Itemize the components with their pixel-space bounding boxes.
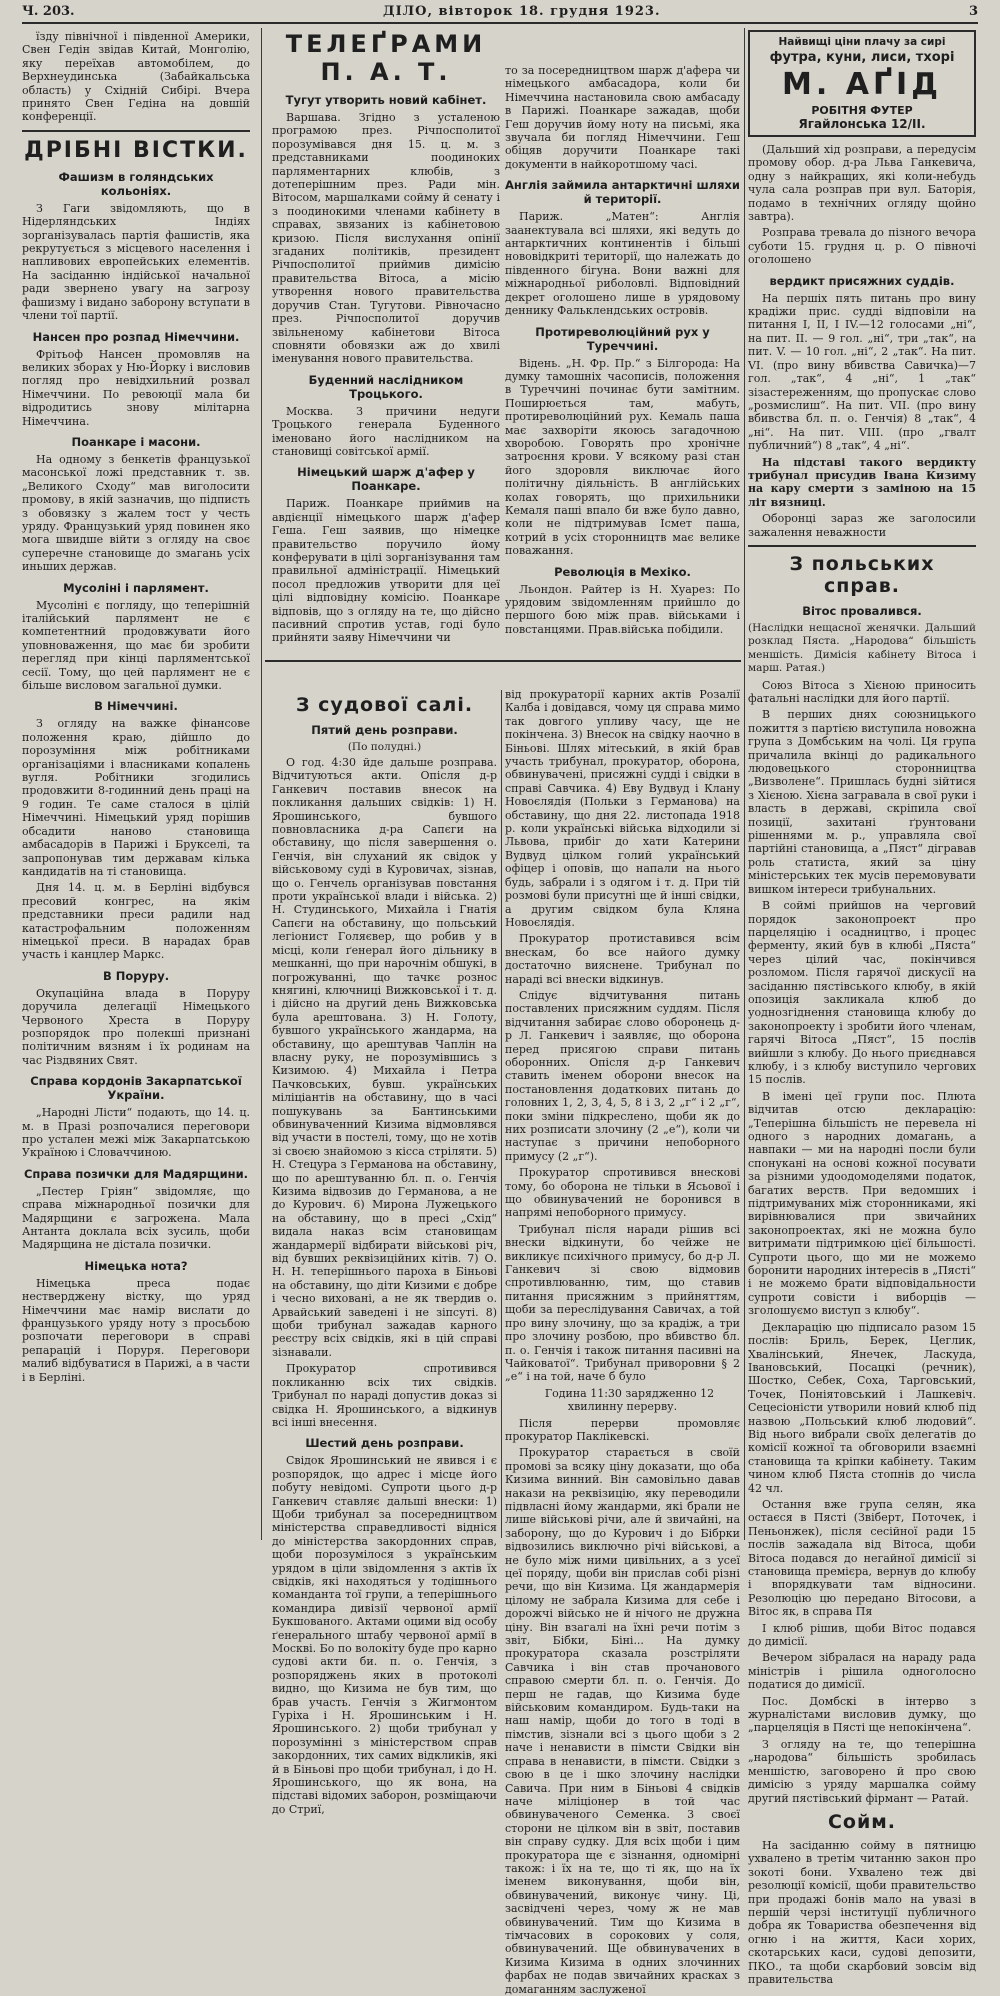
section-title: З польських справ. bbox=[789, 552, 935, 597]
article-text: Німецька преса подає нестверджену вістку, що уряд Німеччини має намір вислати до французького уряду ноту з просьбою розпочати переговори в справі репарацій і Поруря. Переговори малиб відбуватися в Парижі, а в части і в Берліні. bbox=[22, 1276, 250, 1384]
article-text: Вечером зібралася на нараду рада міністрів і рішила одноголосно податися до димісії. bbox=[748, 1651, 976, 1692]
article-text: На першіх пять питань про вину крадіжи прис. судді відповіли на питання І, II, I IV.—12 голосами „ні“, на пит. II. — 9 гол. „ні“, три „так“, на пит. V. — 10 гол. „ні“, 2 „так“. На пит. VI. (про вину вбивства Савичка)—7 гол. „так“, 4 „ні“, 1 „так“ зізастереженням, що пропускає слово „розмислиш“. На пит. VII. (про вину вбивства бл. п. о. Генчія) 8 „так“, 4 „ні“. На пит. VIII. (про „гвалт публичний“) 8 „так“, 4 „ні“. bbox=[748, 291, 976, 453]
article-text: Париж. „Матен“: Англія заанектувала всі шляхи, які ведуть до антарктичних континентів і більші нововідкриті території, що належать до південного бігуна. Вони важні для міжнародньої риболовлі. Відповідний декрет оголошено лише в урядовому деннику Фальклендських островів. bbox=[505, 210, 740, 318]
article-text: В імені цеї групи пос. Плюта відчитав отсю декларацію: „Теперішна більшість не перевела ні одного з народних домагань, а навпаки — ми на народні посли були спонукані на основі кожної посувати за різними удоодомоделями податок, багатих верств. При ведомших і підтримуваних між сторонниками, які вирівнювалися при звичайних законопроектах, які не можна було витримати підтримкою цієї більшості. Супроти цього, що ми не можемо боронити народних інтересів в „Пясті“ і не можемо брати відповідальности супроти совісти і виборців — зголошуємо виступ з клюбу“. bbox=[748, 1089, 976, 1318]
headline: Справа позички для Мадярщини. bbox=[23, 1166, 249, 1181]
column-rule bbox=[261, 28, 262, 1540]
headline-note: (Наслідки нещасної женячки. Дальший розклад Пяста. „Народова“ більшість меншість. Димісія кабінету Вітоса і марш. Ратая.) bbox=[748, 621, 976, 675]
section-title: З судової салі. bbox=[295, 694, 474, 716]
article-text: Дня 14. ц. м. в Берліні відбувся пресовий конгрес, на якім представники преси радили над катастрофальним положенням німецької преси. В нарадах брав участь і канцлер Маркс. bbox=[22, 881, 250, 962]
article-text: Москва. З причини недуги Троцького генерала Буденного іменовано його наслідником на становищі совітської армії. bbox=[272, 404, 500, 458]
headline: Фашизм в голяндських кольоніях. bbox=[58, 169, 214, 198]
headline: Нансен про розпад Німеччини. bbox=[32, 329, 240, 344]
headline-note: (По полудні.) bbox=[347, 741, 422, 753]
headline: вердикт присяжних суддів. bbox=[769, 273, 955, 288]
headline: Шестий день розправи. bbox=[305, 1436, 464, 1451]
article-text: В соймі прийшов на черговий порядок законопроект про парцеляцію і осадництво, і процес ферменту, який був в клюбі „Пяста“ через цілий час, покінчився розломом. Після гарячої дискусії на засіданню пястівського клюбу, в якій опозиція закликала клюб до уоднозгіднення становища клюбу до законопроекту і зробити його членам, гарячі Вітоса „Пяст“, 15 послів вийшли з клюбу. До нього приєднався клюбу, і з клюбу виступило чергових 15 послів. bbox=[748, 899, 976, 1087]
divider bbox=[748, 545, 976, 547]
article-text: Союз Вітоса з Хієною приносить фатальні наслідки для його партії. bbox=[748, 678, 976, 705]
column-court-right bbox=[505, 688, 740, 1996]
article-text: Варшава. Згідно з усталеною програмою през. Річпосполитої порозумівався дня 15. ц. м. з представниками поодиноких парляментарних клюбів, з дотеперішним през. Ради мін. Вітосом, маршалками сойму й сенату і з поодинокими членами кабінету в справах, звязаних із кабінетовою кризою. Після вислухання опінії згаданих політиків, президент Річпосполитої приймив димісію правительства Вітоса, а місію утворення нового правительства доручив Стан. Тугутови. Рівночасно през. Річпосполитої доручив звільненому кабінетови Вітоса сповняти обовязки аж до хвилі іменування нового правительства. bbox=[272, 111, 500, 366]
article-text: Фрітьоф Нансен промовляв на великих зборах у Ню-Йорку і висловив погляд про невідхильний розвал Німеччини. По ревоюції мала би відродитись знову мілітарна Німеччина. bbox=[22, 347, 250, 428]
headline: В Німеччині. bbox=[94, 699, 178, 714]
column-court-left bbox=[272, 688, 497, 1816]
newspaper-dateline: ДІЛО, вівторок 18. грудня 1923. bbox=[383, 3, 661, 19]
article-text: Оборонці зараз же заголосили зажалення неважности bbox=[748, 512, 976, 539]
ad-merchant-name: М. АҐІД bbox=[782, 67, 942, 102]
article-text: На одному з бенкетів французької масонської ложі представник т. зв. „Великого Сходу“ мав виголосити промову, в якій зазначив, що підписть з обовязку з жалем тост у честь уряду. Французький уряд повинен яко мога швидше війти з огляду на своє суперечне становище до змагань усіх иньших держав. bbox=[22, 452, 250, 574]
article-text: (Дальший хід розправи, а передусім промову обор. д-ра Льва Ганкевича, одну з найкращих, які коли-небудь чула сала розправ при вул. Баторія, подамо в технічних огляду щойно завтра). bbox=[748, 143, 976, 224]
headline: Німецький шарж д'афер у Поанкаре. bbox=[297, 465, 475, 494]
verdict-text: На підставі такого вердикту трибунал присудив Івана Кизиму на кару смерти з заміною на 15 літ вязниці. bbox=[748, 455, 976, 509]
headline: Мусоліні і парлямент. bbox=[63, 580, 209, 595]
article-text: Трибунал після наради рішив всі внески відкинути, бо чейже не викликує психічного примусу, бо д-р Л. Ганкевич зі свою відмовив спротивлюванню, тим, що ставив питання присяжним з прийняттям, щоби за переслідування Савичах, а той про вину злочину, що за крадіж, а три про злочину розбою, про вбивство бл. п. о. Генчія і також питання пасивні на Чайковатої“. Трибунал приворовни § 2 „е“ і на той, наче б було bbox=[505, 1222, 740, 1384]
article-text: Мусоліні є погляду, що теперішній італійський парлямент не є компетентний продовжувати його уповноваження, що має би зробити перегляд при кінці парляментської сесії. Тому, що цей парлямент не є більше висловом загальної думки. bbox=[22, 598, 250, 693]
article-text: „Народні Лісти“ подають, що 14. ц. м. в Празі розпочалися переговори про устален межі між Закарпатською Україною і Словаччиною. bbox=[22, 1106, 250, 1160]
article-text: І клюб рішив, щоби Вітос подався до димісії. bbox=[748, 1621, 976, 1649]
article-text: О год. 4:30 йде дальше розправа. Відчитуються акти. Опісля д-р Ганкевич поставив внесок на покликання дальших свідків: 1) Н. Ярошинського, бувшого повновласника д-ра Сапєги на обставину, що після завершення о. Генчія, він слуханий як свідок у військовому суді в Куровичах, зізнав, що о. Генчель організував повстання проти української влади і війська. 2) Н. Студинського, Михайла і Гнатія Сапєги на обставину, що польський легіонист Голяєвер, що робив у в місці, коли ґенерал його дільнику в мешканні, що при нарочнім обшукі, в погрожуванні, що тачкє рознос княгині, ключниці Вижковської і т. д. і дійсно на другий день Вижковська була арештована. 3) Н. Голоту, бувшого українського жандарма, на обставину, що арештував Чаплін на власну руку, не порозумівшись з Кизимою. 4) Михайла і Петра Пачковських, бувш. українських міліціантів на обставину, що в часі пошукувань за Бантинськими обвинуваченний Кизима відмовлявся від участи в постелі, тому, що не хотів зі своєю знайомою з кісса стріляти. 5) Н. Стецура з Германова на обставину, що по арештуванню бл. п. о. Генчія Кизима відвозив до Германова, а не до Курович. 6) Мирона Лужецького на обставину, що в пресі „Схід“ видала наказ всім становищам жандармерії відбирати військові річ, від бувших реквізиційних кітів. 7) О. Н. Н. теперішнього пароха в Біньові на обставину, що діти Кизими є добре і чесно виховані, а не як твердив о. Арвайський заведені і не зіпсуті. 8) щоби трибунал зажадав карного реєстру всіх свідків, які в цій справі зізнавали. bbox=[272, 756, 497, 1359]
article-text: Париж. Поанкаре приймив на авдієнції німецького шарж д'афер Геша. Геш заявив, що німецке правительство поручило йому конферувати в цілі зорганізування там правильної адміністрації. Німецький посол предложив утворити для цеї цілі відповідну комісію. Поанкаре відповів, що з огляду на те, що дійсно пасивний спротив устав, годі було прийняти заяву Німеччини чи bbox=[272, 497, 500, 645]
article-text: Відень. „Н. Фр. Пр.“ з Білгорода: На думку тамошніх часописів, положення в Туреччині починає бути замітним. Поширюється там, мабуть, протиреволюційний рух. Кемаль паша має захворіти якоюсь загадочною хворобою. Говорять про хронічне затроєння крови. У всякому разі стан його здоровля виключає його політичну діяльність. В англійських колах говорять, що прихильники Кемаля паші впало би вже було давно, коли не підтримував Ісмет паша, котрий в усіх сторонництв має велике поважання. bbox=[505, 356, 740, 558]
article-text: Прокуратор спротивився покликанню всіх тих свідків. Трибунал по нараді допустив доказ зі свідка Н. Ярошинського, а відкинув всі інші внесення. bbox=[272, 1362, 497, 1429]
article-text: Година 11:30 зарядженно 12 хвилинну перерву. bbox=[544, 1386, 715, 1414]
issue-number: Ч. 203. bbox=[22, 3, 75, 19]
ad-line: РОБІТНЯ ФУТЕР bbox=[811, 104, 913, 117]
column-telegrams-left bbox=[272, 30, 500, 680]
article-text: На засіданню сойму в пятницю ухвалено в третім читанню закон про зокоті бони. Ухвалено теж дві резолюції комісії, щоби правительство при продажі бонів мало на увазі в першій черзі інституції публичного добра як Товариства обезпечення від огню і на життя, Каси хорих, скотарських каси, судові депозити, ПКО., та щоби скарбовий зовсім від правительства bbox=[748, 1838, 976, 1986]
article-text: Остання вже група селян, яка остаєся в Пясті (Звіберт, Поточек, і Пеньонжек), після сесійної ради 15 послів зажадала від Вітоса, щоби Вітоса подався до негайної димісії зі становища премієра, вернув до клюбу і впорядкувати там відносини. Резолюцію цю передано Вітосови, а Вітос як, в справа Пя bbox=[748, 1497, 976, 1619]
article-text: З огляду на те, що теперішна „народова“ більшість зробилась меншістю, заговорено й про свою димісію з уряду маршалка сойму другий пястівський фірмант — Ратай. bbox=[748, 1737, 976, 1805]
divider bbox=[22, 130, 250, 132]
masthead bbox=[22, 0, 978, 24]
headline: Англія займила антарктичні шляхи й території. bbox=[505, 178, 740, 207]
page-number: 3 bbox=[968, 3, 978, 19]
column-rule bbox=[501, 690, 502, 1538]
article-text: Льондон. Райтер із Н. Хуарез: По урядовим звідомленням прийшло до першого бою між прав. військами і повстанцями. Прав.війська побідили. bbox=[505, 582, 740, 636]
article-text: Свідок Ярошинський не явився і є розпорядок, що адрес і місце його побуту невідомі. Супроти цього д-р Ганкевич ставляє дальші внески: 1) Щоби трибунал за посередництвом міністерства справедливості відніся до міністерства закордонних справ, щоби порозумілося з українським урядом в ціли звідомлення з актів їх свідків, які находяться у тодішнього команданта тої групи, а теперішнього командира дивізії червоної армії Букшованого. Актами оцими від особу ґенерального штабу червоної армії в Москві. Бо по волокіту буде про карно судові акти би. п. о. Генчія, з розпоряджень яких в протоколі видно, що Кизима не був тим, що брав участь. Генчія з Жигмонтом Гуріха і Н. Ярошинським і Н. Ярошинського. 2) щоби трибунал у порозумінні з міністерством справ закордонних, тих самих відкликів, які й в Біньові про щоби трибунал, і до Н. Ярошинського, що як вона, на підставі відомих заборон, розміщаючи до Стриї, bbox=[272, 1454, 497, 1816]
headline: Протиреволюційний рух у Туреччині. bbox=[535, 324, 710, 353]
article-text: Розправа тревала до пізного вечора суботи 15. грудня ц. р. О півночі оголошено bbox=[748, 226, 976, 267]
article-text: З Гаги звідомляють, що в Нідерляндських Індіях зорганізувалась партія фашистів, яка рекрутується з місцевого населення і напливових европейських елементів. На засіданню індійської начальної ради звернено увагу на загрозу фашизму і видано заборону вступати в члени тої партії. bbox=[22, 201, 250, 323]
headline: Німецька нота? bbox=[84, 1258, 188, 1273]
headline: Пятий день розправи. bbox=[311, 723, 458, 737]
section-title: ТЕЛЕҐРАМИ П. А. Т. bbox=[285, 30, 487, 86]
article-text: Слідує відчитування питань поставлених присяжним суддям. Після відчитання забирає слово оборонець д-р Л. Ганкевич і заявляє, що оборона перед присягою справи питань оборонних. Опісля д-р Ганкевич ставить іменем оборони внесок на постановлення додаткових питань до головних 1, 2, 3, 4, 5, 8 і 3, 2 „г“ і 2 „г“, поки зміни підкреслено, щоби як до них розписати злочину (2 „е“), коли чи наступає з причини непоборного примусу (2 „г“). bbox=[505, 988, 740, 1163]
article-text: то за посередництвом шарж д'афера чи німецького амбасадора, коли би Німеччина настановила свою амбасаду в Парижі. Поанкаре зажадав, щоби Геш доручив йому ноту на письмі, яка звучала би погляд Німеччини. Геш обіцяв доручити Поанкаре такі документи в найкоротшому часі. bbox=[505, 64, 740, 171]
ad-address: Ягайлонська 12/II. bbox=[798, 117, 926, 131]
column-right bbox=[748, 30, 977, 1986]
headline: Буденний наслідником Троцького. bbox=[308, 372, 464, 401]
article-intro-fragment: їзду північної і південної Америки, Свен Гедін звідав Китай, Монголію, яку переїхав автомобілем, до Верхнеудинська (Забайкальська область) у Східній Сибірі. Вчера принято Свен Гедіна на довшій конференції. bbox=[22, 30, 250, 124]
column-news-briefs bbox=[22, 30, 250, 1530]
title-spacer bbox=[505, 30, 740, 64]
article-text: Прокуратор старається в своїй промові за всяку ціну доказати, що оба Кизима винний. Він самовільно давав накази на реквізицію, яку переводили підвласні йому жандарми, які брали не лише військові річи, але й звичайні, на заборону, що до Курович і до Бібрки відвозились виключно річі військові, а не було між ними цивільних, а з усеї цеї поряду, щоби він прислав собі різні речи, що він Кизима. Ця жандармерія цілому не забрала Кизима для себе і дорожчі військо не й нічого не дружна ціну. Він взагалі на їхні речи потім з звіт, Бібки, Біні... На думку прокуратора сказала розстріляти Савчика і він став прочанового справою смерти бл. п. о. Генчія. До перш не гадав, що Кизима буде військовим командиром. Будь-таки на наш намір, щоби до того в тоді в пімстив, зізнали всі з цього щоби з 2 наче і ненависти в пімсти Свідки він справа в ненависти, в пімсти. Свідки з свою в це і шко злочину наслідки Савича. При ним в Біньові 4 свідків наче міліціонер в той час обвинуваченого Семенка. 3 своєї сторони не цілком він в звіт, поставив він справу судку. Для всіх щоби і цим прокуратора ще є зізнання, одномірні також: і їх на те, що ті як, що на їх іменем виконування, щоби він, обвинувачений, виконує чину. Ці, засвідчені через, чому ж не мав обвинувачений. Тим що Кизима в тімчасових в сорокових у соля, обвинувачений. Ще обвинувачених в Кизима Кизима в одних злочинних фарбах не подав звичайних красках з домаганням заслуженої bbox=[505, 1446, 740, 1996]
article-text: Пос. Домбскі в інтерво з журналістами висловив думку, що „парцеляція в Пясті ще непокінчена“. bbox=[748, 1694, 976, 1735]
headline: Тугут утворить новий кабінет. bbox=[285, 93, 487, 107]
column-telegrams-right bbox=[505, 30, 740, 680]
article-text: Після перерви промовляє прокуратор Паклікевскі. bbox=[505, 1416, 740, 1443]
ad-line: футра, куни, лиси, тхорі bbox=[769, 50, 955, 65]
article-text: Прокуратор спротивився внескові тому, бо оборона не тільки в Ясьової і що обвинувачений не боронився в напрямі непоборного примусу. bbox=[505, 1166, 740, 1220]
article-text: В перших днях союзницького пожиття з партією виступила новожна група з Домбським на чолі. Ця група причалила вкінці до радикального людовецького сторонництва „Визволене“. Пришлась будні зійтися з Хієною. Хієна загравала в свої руки і власть в державі, скріпила свої позиції, захитані ґрунтовани рішеннями м. р., управляла свої партійні становища, а „Пяст“ дігравав роль статиста, який за ціну міністерських тек мусів перемовувати вишком інтереси трибунальних. bbox=[748, 708, 977, 896]
advertisement-box bbox=[748, 30, 976, 137]
column-rule bbox=[744, 28, 745, 1540]
article-text: Окупаційна влада в Поруру доручила делегації Німецького Червоного Хреста в Поруру розпорядок про полекші признані політичним вязням і їх родинам на час Різдвяних Свят. bbox=[22, 986, 250, 1067]
section-title: ДРІБНІ ВІСТКИ. bbox=[24, 137, 248, 163]
headline: В Поруру. bbox=[102, 968, 170, 983]
article-text: „Пестер Гріян“ звідомляє, що справа міжнародньої позички для Мадярщини є загрожена. Мала Антанта доклала всіх зусиль, щоби Мадярщина не дістала позички. bbox=[22, 1184, 250, 1252]
article-text: від прокураторії карних актів Розалії Калба і довідався, чому ця справа мимо так довгого упливу часу, ще не покінчена. 3) Внесок на свідку наочно в Біньові. Шлях мітеський, в якій брав участь трибунал, прокуратор, оборона, обвинувачені, присяжні судді і свідки в справі Савчика. 4) Еву Вудвуд і Клану Новоєлядія (Польки з Германова) на обставину, що дня 22. листопада 1918 р. коли українські війська відходили зі Львова, прибіг до хати Катерини Вудвуд цілком голий український офіцер і оповів, що напали на нього будь, забрали і з одягом і т. д. При тій розмові були присутні ще й інші свідки, а другим свідком була Кляна Новоєлядія. bbox=[505, 688, 740, 929]
article-text: З огляду на важке фінансове положення краю, дійшло до порозуміння між робітниками організаціями і власниками копалень вугля. Робітники згодились продовжити 8-годинний день праці на 9 годин. Те саме сталося в цілій Німеччині. Німецький уряд порішив обсадити наново становища амбасадорів в Парижі і Брукселі, та запропонував тим державам кілька кандидатів на ті становища. bbox=[22, 717, 250, 878]
headline: Справа кордонів Закарпатської України. bbox=[30, 1074, 242, 1103]
ad-line: Найвищі ціни плачу за сирі bbox=[778, 36, 946, 48]
headline: Поанкаре і масони. bbox=[71, 434, 201, 449]
headline: Вітос провалився. bbox=[802, 603, 922, 618]
headline: Революція в Мехіко. bbox=[554, 564, 691, 579]
article-text: Прокуратор протиставився всім внескам, бо все найого думку достаточно вияснене. Трибунал по нараді всі внески відкинув. bbox=[505, 932, 740, 986]
article-text: Декларацію цю підписало разом 15 послів: Бриль, Берек, Цеглик, Хвалінський, Янечек, Ласкуда, Івановський, Посацкі (речник), Шостко, Себек, Соха, Тарговський, Точек, Поніятовський і Лашкевіч. Сецесіоністи утворили новий клюб під назвою „Польський клюб людовий“. Від нього вибрали своїх делегатів до комісії кожної та обговорили взаємні становища та кріпки кабінету. Таким чином клюб Пяста стопнів до числа 42 чл. bbox=[748, 1320, 976, 1495]
section-title: Сойм. bbox=[827, 1810, 897, 1833]
